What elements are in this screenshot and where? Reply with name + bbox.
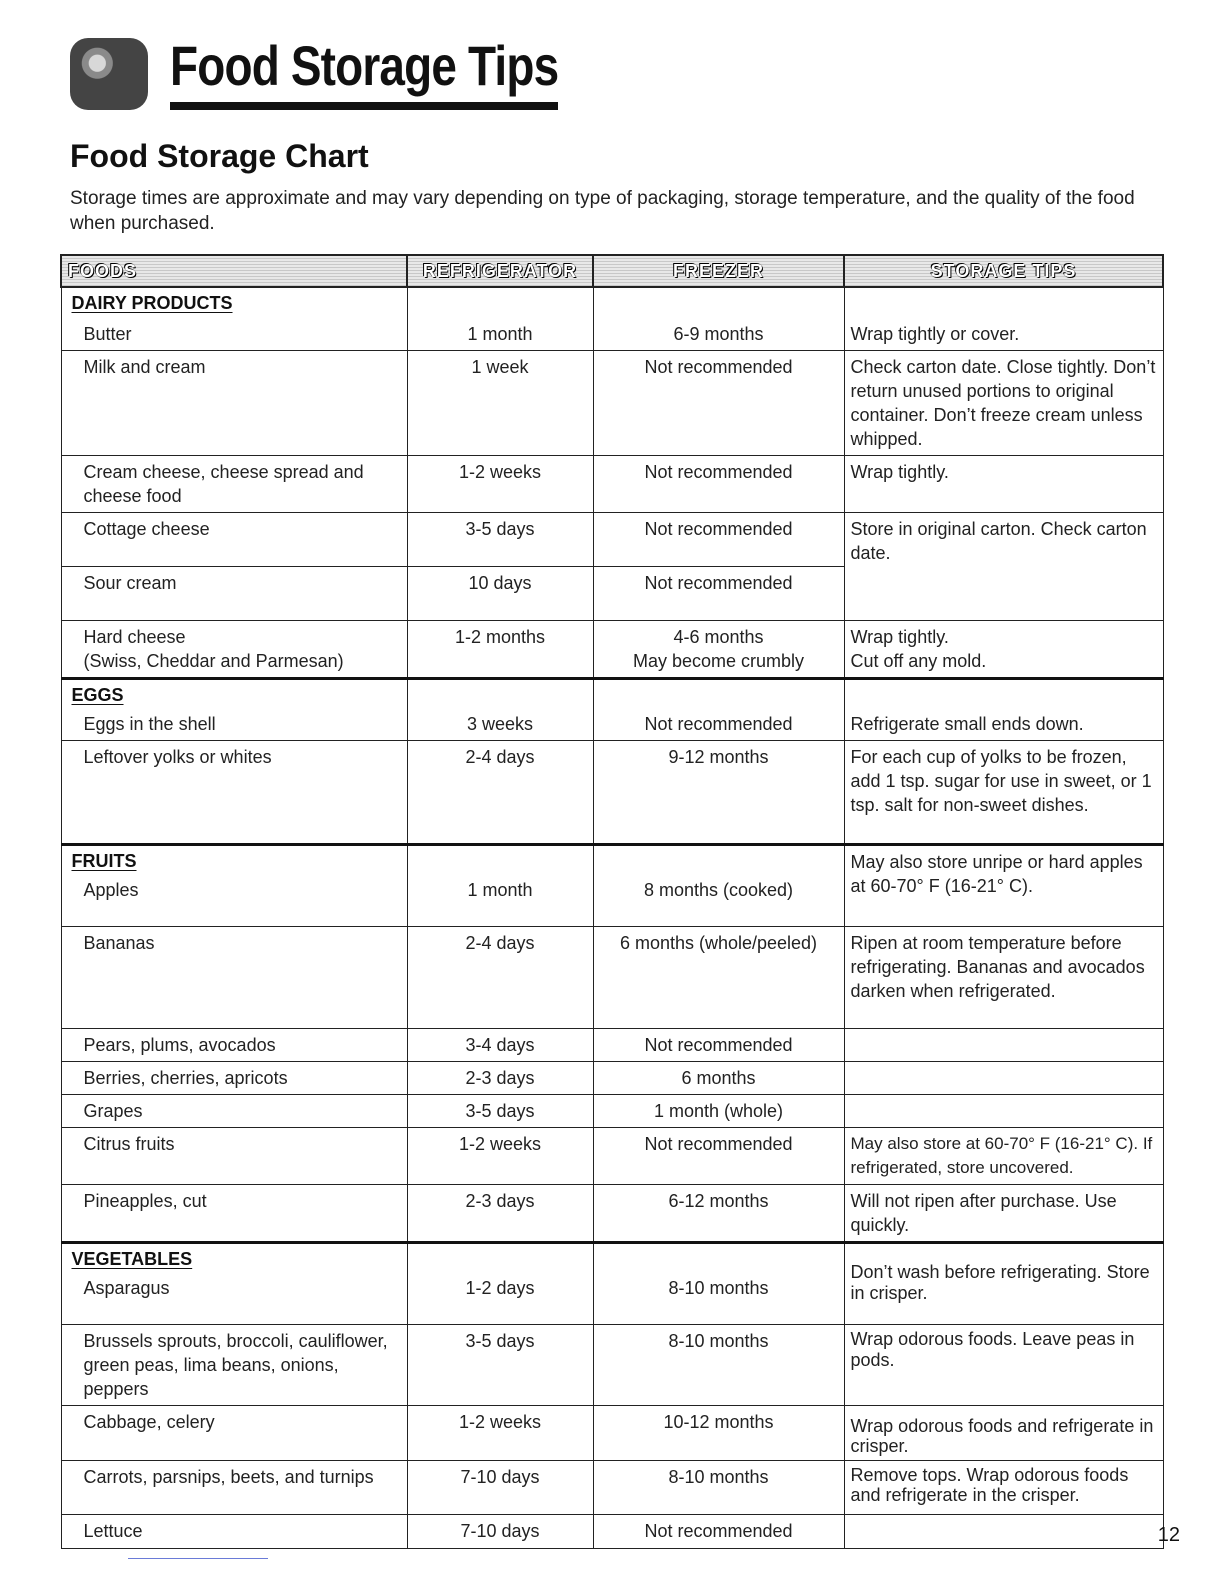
tips-note: Cut off any mold. — [850, 651, 987, 671]
tips-cell: Wrap odorous foods. Leave peas in pods. — [844, 1325, 1163, 1406]
refrigerator-cell: 2-3 days — [407, 1062, 593, 1095]
table-row — [61, 741, 1163, 845]
refrigerator-cell: 1-2 weeks — [407, 1406, 593, 1461]
food-cell: Cream cheese, cheese spread and cheese food — [61, 456, 407, 513]
table-row — [61, 1062, 1163, 1095]
food-cell: Lettuce — [61, 1515, 407, 1549]
freezer-cell: 1 month (whole) — [593, 1095, 844, 1128]
tips-cell — [844, 679, 1163, 741]
freezer-cell: Not recommended — [593, 351, 844, 456]
table-row — [61, 845, 1163, 927]
food-cell: Sour cream — [61, 567, 407, 621]
table-header-row — [61, 255, 1163, 287]
refrigerator-cell: 3-5 days — [407, 1325, 593, 1406]
freezer-cell: Not recommended — [593, 456, 844, 513]
page-banner — [70, 34, 560, 114]
banner-rule — [170, 102, 558, 110]
refrigerator-cell: 3-4 days — [407, 1029, 593, 1062]
intro-text: Storage times are approximate and may vary depending on type of packaging, storage temperature, and the quality of the food when purchased. — [70, 188, 1135, 234]
header-storage-tips: STORAGE TIPS — [844, 255, 1163, 287]
refrigerator-cell — [407, 845, 593, 927]
freezer-cell: 8-10 months — [593, 1325, 844, 1406]
header-freezer: FREEZER — [593, 255, 844, 287]
food-name: Hard cheese — [83, 627, 186, 647]
tips-cell — [844, 1062, 1163, 1095]
freezer-cell — [593, 621, 844, 679]
refrigerator-cell — [407, 287, 593, 351]
section-label-fruits: FRUITS — [71, 851, 137, 871]
freezer-cell: 10-12 months — [593, 1406, 844, 1461]
tips-value: Wrap tightly. — [850, 627, 949, 647]
refrigerator-cell: 2-3 days — [407, 1185, 593, 1243]
table-row — [61, 513, 1163, 567]
tips-cell — [844, 1095, 1163, 1128]
freezer-cell: Not recommended — [593, 1128, 844, 1185]
refrigerator-cell: 1-2 weeks — [407, 1128, 593, 1185]
table-row — [61, 287, 1163, 351]
refrigerator-cell: 1 week — [407, 351, 593, 456]
food-cell — [61, 1243, 407, 1325]
freezer-cell: 8-10 months — [593, 1461, 844, 1515]
footer-rule — [128, 1558, 268, 1559]
chart-title: Food Storage Chart — [70, 138, 369, 174]
refrigerator-value: 1-2 days — [465, 1278, 535, 1298]
header-foods: FOODS — [61, 255, 407, 287]
food-cell: Pineapples, cut — [61, 1185, 407, 1243]
tips-cell: May also store at 60-70° F (16-21° C). If refrigerated, store uncovered. — [844, 1128, 1163, 1185]
refrigerator-cell: 7-10 days — [407, 1515, 593, 1549]
food-icon — [70, 38, 148, 110]
refrigerator-cell: 3-5 days — [407, 1095, 593, 1128]
refrigerator-value: 1 month — [467, 880, 533, 900]
tips-cell: Remove tops. Wrap odorous foods and refrigerate in the crisper. — [844, 1461, 1163, 1515]
food-name: Apples — [83, 880, 139, 900]
tips-cell — [844, 1515, 1163, 1549]
section-label-dairy: DAIRY PRODUCTS — [71, 293, 233, 313]
tips-cell: Check carton date. Close tightly. Don’t return unused portions to original container. Don’t freeze cream unless whipped. — [844, 351, 1163, 456]
table-row — [61, 621, 1163, 679]
tips-cell — [844, 1406, 1163, 1461]
freezer-cell — [593, 845, 844, 927]
refrigerator-cell — [407, 1243, 593, 1325]
tips-value: Wrap tightly or cover. — [850, 324, 1020, 344]
refrigerator-cell: 7-10 days — [407, 1461, 593, 1515]
freezer-value: Not recommended — [644, 714, 793, 734]
table-row — [61, 351, 1163, 456]
food-cell: Carrots, parsnips, beets, and turnips — [61, 1461, 407, 1515]
freezer-cell: Not recommended — [593, 1029, 844, 1062]
section-label-vegetables: VEGETABLES — [71, 1249, 193, 1269]
food-cell: Brussels sprouts, broccoli, cauliflower, green peas, lima beans, onions, peppers — [61, 1325, 407, 1406]
banner-title: Food Storage Tips — [170, 34, 559, 97]
tips-value: Don’t wash before refrigerating. Store in crisper. — [850, 1262, 1150, 1303]
tips-cell: Store in original carton. Check carton date. — [844, 513, 1163, 621]
refrigerator-cell: 2-4 days — [407, 927, 593, 1029]
food-detail: (Swiss, Cheddar and Parmesan) — [83, 651, 344, 671]
table-row — [61, 1406, 1163, 1461]
tips-cell: For each cup of yolks to be frozen, add 1 tsp. sugar for use in sweet, or 1 tsp. salt for non-sweet dishes. — [844, 741, 1163, 845]
header-refrigerator: REFRIGERATOR — [407, 255, 593, 287]
freezer-cell — [593, 679, 844, 741]
tips-value: Refrigerate small ends down. — [850, 714, 1084, 734]
freezer-cell: 6 months (whole/peeled) — [593, 927, 844, 1029]
freezer-value: 8 months (cooked) — [643, 880, 794, 900]
food-cell: Pears, plums, avocados — [61, 1029, 407, 1062]
tips-cell: Will not ripen after purchase. Use quickly. — [844, 1185, 1163, 1243]
table-row — [61, 1128, 1163, 1185]
food-cell: Leftover yolks or whites — [61, 741, 407, 845]
tips-cell: May also store unripe or hard apples at 60-70° F (16-21° C). — [844, 845, 1163, 927]
refrigerator-value: 1 month — [467, 324, 533, 344]
freezer-cell: 6-12 months — [593, 1185, 844, 1243]
food-cell: Cottage cheese — [61, 513, 407, 567]
tips-cell — [844, 621, 1163, 679]
freezer-cell: Not recommended — [593, 567, 844, 621]
freezer-cell — [593, 1243, 844, 1325]
table-row — [61, 1325, 1163, 1406]
table-row — [61, 679, 1163, 741]
tips-cell — [844, 1029, 1163, 1062]
tips-cell — [844, 1243, 1163, 1325]
freezer-value: 6-9 months — [673, 324, 764, 344]
food-cell — [61, 621, 407, 679]
table-row — [61, 1461, 1163, 1515]
freezer-cell: Not recommended — [593, 1515, 844, 1549]
food-storage-table — [60, 254, 1164, 1549]
food-cell — [61, 287, 407, 351]
food-cell: Cabbage, celery — [61, 1406, 407, 1461]
table-row — [61, 1243, 1163, 1325]
section-label-eggs: EGGS — [71, 685, 124, 705]
refrigerator-cell: 2-4 days — [407, 741, 593, 845]
table-row — [61, 456, 1163, 513]
tips-cell: Wrap tightly. — [844, 456, 1163, 513]
food-cell: Milk and cream — [61, 351, 407, 456]
freezer-value: 8-10 months — [668, 1278, 769, 1298]
food-name: Asparagus — [83, 1278, 170, 1298]
refrigerator-cell: 3-5 days — [407, 513, 593, 567]
freezer-note: May become crumbly — [632, 651, 805, 671]
food-cell — [61, 679, 407, 741]
table-row — [61, 1095, 1163, 1128]
tips-value: Wrap odorous foods and refrigerate in crisper. — [850, 1416, 1154, 1456]
freezer-cell: 6 months — [593, 1062, 844, 1095]
refrigerator-value: 3 weeks — [466, 714, 534, 734]
freezer-cell: 9-12 months — [593, 741, 844, 845]
food-cell: Grapes — [61, 1095, 407, 1128]
refrigerator-cell: 1-2 months — [407, 621, 593, 679]
food-cell: Citrus fruits — [61, 1128, 407, 1185]
food-name: Eggs in the shell — [83, 714, 216, 734]
table-row — [61, 927, 1163, 1029]
refrigerator-cell: 1-2 weeks — [407, 456, 593, 513]
table-row — [61, 1185, 1163, 1243]
refrigerator-cell: 10 days — [407, 567, 593, 621]
tips-cell — [844, 287, 1163, 351]
food-cell: Berries, cherries, apricots — [61, 1062, 407, 1095]
refrigerator-cell — [407, 679, 593, 741]
food-cell: Bananas — [61, 927, 407, 1029]
freezer-value: 4-6 months — [673, 627, 764, 647]
freezer-cell: Not recommended — [593, 513, 844, 567]
freezer-cell — [593, 287, 844, 351]
table-row — [61, 1515, 1163, 1549]
page-number: 12 — [1157, 1524, 1180, 1546]
food-cell — [61, 845, 407, 927]
table-row — [61, 1029, 1163, 1062]
tips-cell: Ripen at room temperature before refrigerating. Bananas and avocados darken when refrigerated. — [844, 927, 1163, 1029]
food-name: Butter — [83, 324, 132, 344]
